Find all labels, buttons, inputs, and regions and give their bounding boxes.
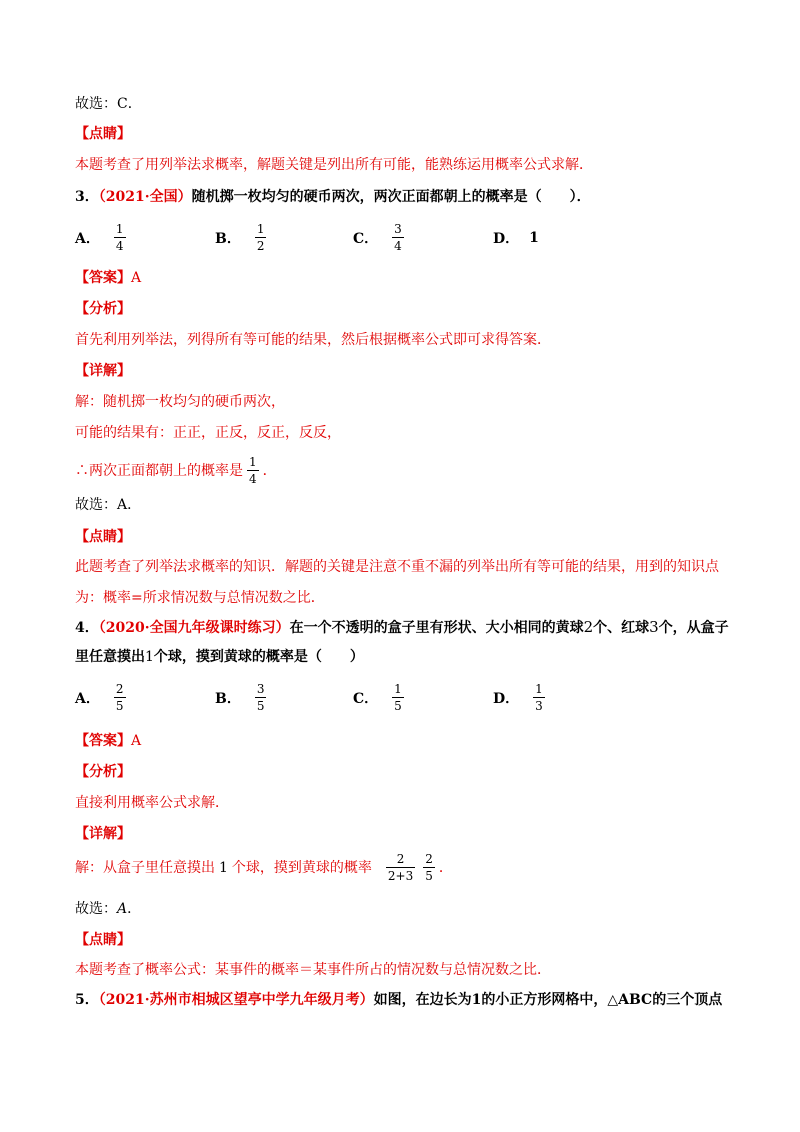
detail-text: ∴两次正面都朝上的概率是 — [75, 462, 243, 479]
detail-text: 个球，摸到黄球的概率 — [231, 859, 372, 876]
q4-stem-text: 个、红球 — [593, 620, 650, 636]
option-label: D． — [493, 231, 520, 247]
q3-option-d — [493, 228, 539, 248]
q4-number-draw: 1 — [145, 649, 154, 665]
q4-analysis: 直接利用概率公式求解． — [75, 795, 229, 811]
q4-analysis-label: 【分析】 — [75, 764, 131, 780]
q4-stem-line-2 — [75, 647, 364, 667]
q3-analysis-label: 【分析】 — [75, 301, 131, 317]
q4-option-c — [353, 682, 408, 713]
q3-detail-1: 解：随机掷一枚均匀的硬币两次， — [75, 394, 285, 410]
fraction-numerator: 3 — [256, 682, 265, 696]
prev-choose: 故选：C． — [75, 96, 142, 112]
q4-stem-text: 里任意摸出 — [75, 649, 145, 665]
q4-comment-label: 【点睛】 — [75, 932, 131, 948]
choose-letter: A — [117, 901, 128, 917]
q4-option-a — [75, 682, 130, 713]
detail-fraction — [247, 455, 259, 486]
q3-number: 3． — [75, 189, 99, 205]
q3-source: （2021·全国） — [98, 189, 192, 205]
option-label: B． — [215, 230, 241, 247]
option-label: C． — [353, 690, 379, 707]
q4-choose — [75, 899, 141, 919]
fraction-numerator: 3 — [394, 222, 402, 236]
detail-number: 1 — [219, 859, 228, 876]
option-fraction — [255, 222, 267, 253]
q3-detail-3 — [75, 455, 277, 486]
q4-answer — [75, 731, 141, 751]
option-label: D． — [493, 690, 520, 707]
q4-option-b — [215, 682, 270, 713]
q3-choose: 故选：A． — [75, 497, 142, 513]
fraction-denominator: 5 — [425, 869, 433, 883]
q5-number: 5． — [75, 992, 99, 1008]
q3-detail-2: 可能的结果有：正正，正反，反正，反反， — [75, 425, 341, 441]
fraction-denominator: 4 — [249, 472, 257, 486]
fraction-denominator: 5 — [256, 699, 265, 713]
option-fraction — [255, 682, 267, 713]
answer-label: 【答案】 — [75, 733, 131, 749]
fraction-denominator: 4 — [394, 239, 402, 253]
q4-detail-label: 【详解】 — [75, 826, 131, 842]
fraction-denominator: 2+3 — [387, 869, 414, 883]
q4-detail — [75, 852, 453, 883]
option-fraction — [392, 682, 404, 713]
q3-comment-label: 【点睛】 — [75, 529, 131, 545]
q5-source: （2021·苏州市相城区望亭中学九年级月考） — [98, 992, 374, 1008]
prev-comment: 本题考查了用列举法求概率，解题关键是列出所有可能，能熟练运用概率公式求解． — [75, 157, 593, 173]
prev-comment-label: 【点睛】 — [75, 126, 131, 142]
fraction-denominator: 5 — [115, 699, 124, 713]
detail-text-end: ． — [438, 859, 453, 876]
option-label: A． — [75, 690, 100, 707]
detail-text: 解：从盒子里任意摸出 — [75, 859, 215, 876]
choose-text: 故选： — [75, 901, 117, 917]
fraction-numerator: 2 — [115, 682, 124, 696]
q4-option-d — [493, 682, 549, 713]
answer-value: A — [131, 733, 142, 749]
fraction-numerator: 2 — [396, 852, 405, 866]
q4-stem-text: 个球，摸到黄球的概率是（ ） — [153, 649, 364, 665]
fraction-denominator: 4 — [115, 239, 124, 253]
fraction-denominator: 3 — [535, 699, 543, 713]
q4-stem-text: 在一个不透明的盒子里有形状、大小相同的黄球 — [289, 620, 584, 636]
detail-fraction-1 — [386, 852, 415, 883]
fraction-numerator: 2 — [425, 852, 433, 866]
q4-number-yellow: 2 — [583, 618, 594, 636]
q3-option-a — [75, 222, 130, 253]
option-label: A． — [75, 230, 100, 247]
answer-value: A — [131, 270, 142, 286]
option-label: B． — [215, 690, 241, 707]
fraction-numerator: 1 — [115, 222, 124, 236]
q4-number-red: 3 — [649, 618, 659, 636]
fraction-denominator: 2 — [256, 239, 265, 253]
detail-fraction-2 — [423, 852, 435, 883]
q3-comment-2: 为：概率=所求情况数与总情况数之比． — [75, 590, 325, 606]
option-label: C． — [353, 230, 379, 247]
fraction-numerator: 1 — [394, 682, 402, 696]
q3-detail-label: 【详解】 — [75, 363, 131, 379]
fraction-numerator: 1 — [535, 682, 543, 696]
option-fraction — [114, 682, 126, 713]
fraction-numerator: 1 — [249, 455, 257, 469]
q3-answer — [75, 268, 141, 288]
answer-label: 【答案】 — [75, 270, 131, 286]
q4-comment: 本题考查了概率公式：某事件的概率＝某事件所占的情况数与总情况数之比． — [75, 962, 551, 978]
detail-text-end: ． — [262, 462, 277, 479]
q5-stem: 如图，在边长为1的小正方形网格中，△ABC的三个顶点 — [373, 992, 723, 1008]
q5-stem-line — [75, 990, 722, 1010]
q4-stem-text: 个，从盒子 — [658, 620, 729, 636]
q3-stem: 随机掷一枚均匀的硬币两次，两次正面都朝上的概率是（ ）． — [191, 189, 591, 205]
q4-number: 4． — [75, 620, 99, 636]
fraction-denominator: 5 — [394, 699, 402, 713]
q3-stem-line — [75, 187, 591, 207]
option-fraction — [392, 222, 404, 253]
q3-option-c — [353, 222, 408, 253]
q4-stem-line-1 — [75, 617, 729, 638]
option-fraction — [114, 222, 126, 253]
q3-comment-1: 此题考查了列举法求概率的知识．解题的关键是注意不重不漏的列举出所有等可能的结果，用到的知识点 — [75, 559, 719, 575]
q3-analysis: 首先利用列举法，列得所有等可能的结果，然后根据概率公式即可求得答案． — [75, 332, 551, 348]
option-fraction — [533, 682, 545, 713]
option-text: 1 — [529, 230, 539, 246]
q4-source: （2020·全国九年级课时练习） — [98, 620, 290, 636]
q3-option-b — [215, 222, 270, 253]
choose-text-end: ． — [127, 901, 142, 917]
fraction-numerator: 1 — [256, 222, 265, 236]
